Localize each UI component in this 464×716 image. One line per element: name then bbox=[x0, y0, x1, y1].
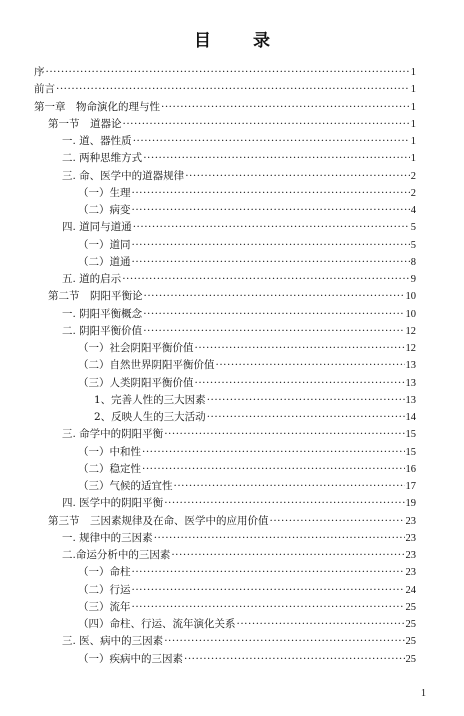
toc-entry-page: 1 bbox=[410, 136, 416, 147]
toc-entry[interactable] bbox=[34, 133, 416, 150]
dot-leader bbox=[174, 478, 405, 495]
dot-leader bbox=[184, 651, 405, 668]
toc-entry[interactable] bbox=[34, 582, 416, 599]
toc-entry-label: 一. 阴阳平衡概念 bbox=[62, 307, 143, 320]
toc-entry-page: 13 bbox=[405, 394, 416, 406]
toc-entry[interactable] bbox=[34, 340, 416, 357]
dot-leader bbox=[132, 564, 405, 581]
toc-entry-label: 二.命运分析中的三因素 bbox=[62, 549, 171, 561]
dot-leader bbox=[195, 340, 405, 357]
dot-leader bbox=[143, 323, 404, 340]
dot-leader bbox=[270, 513, 405, 530]
toc-entry[interactable] bbox=[34, 461, 416, 478]
toc-entry-page: 25 bbox=[405, 636, 416, 648]
toc-entry[interactable] bbox=[34, 99, 416, 116]
toc-entry-page: 16 bbox=[405, 463, 416, 475]
dot-leader bbox=[144, 288, 405, 305]
dot-leader bbox=[133, 219, 410, 236]
toc-entry-page: 12 bbox=[405, 325, 416, 337]
toc-entry[interactable] bbox=[34, 219, 416, 236]
toc-entry-label: 三. 命学中的阴阳平衡 bbox=[62, 428, 164, 441]
dot-leader bbox=[164, 495, 404, 512]
toc-entry[interactable] bbox=[34, 564, 416, 581]
dot-leader bbox=[237, 616, 405, 633]
toc-entry-label: 1、完善人性的三大因素 bbox=[94, 393, 206, 406]
toc-entry[interactable] bbox=[34, 651, 416, 668]
toc-entry-page: 8 bbox=[410, 256, 416, 268]
toc-entry-label: 第二节 阴阳平衡论 bbox=[48, 290, 143, 303]
dot-leader bbox=[123, 116, 410, 133]
toc-entry[interactable] bbox=[34, 254, 416, 271]
toc-entry-page: 15 bbox=[405, 446, 416, 458]
dot-leader bbox=[122, 271, 410, 288]
toc-entry[interactable] bbox=[34, 116, 416, 133]
toc-entry[interactable] bbox=[34, 426, 416, 443]
dot-leader bbox=[132, 202, 410, 219]
toc-entry-label: 二. 阴阳平衡价值 bbox=[62, 324, 143, 337]
dot-leader bbox=[132, 185, 410, 202]
toc-entry-label: （一）生理 bbox=[78, 186, 131, 199]
toc-entry-page: 10 bbox=[405, 308, 416, 320]
toc-entry[interactable] bbox=[34, 547, 416, 564]
toc-entry-page: 24 bbox=[405, 584, 416, 596]
dot-leader bbox=[143, 150, 410, 167]
toc-entry-label: 一. 道、器性质 bbox=[62, 135, 132, 147]
toc-entry-page: 13 bbox=[405, 360, 416, 372]
page-title: 目 录 bbox=[194, 31, 288, 51]
dot-leader bbox=[132, 599, 405, 616]
toc-entry-label: 一. 规律中的三因素 bbox=[62, 531, 153, 544]
toc-entry-label: 二. 两种思维方式 bbox=[62, 152, 143, 165]
toc-entry-label: （一）中和性 bbox=[78, 445, 141, 458]
page-number: 1 bbox=[421, 688, 426, 699]
dot-leader bbox=[142, 461, 405, 478]
toc-entry-label: 2、反映人生的三大活动 bbox=[94, 411, 206, 423]
dot-leader bbox=[133, 133, 410, 150]
dot-leader bbox=[185, 168, 410, 185]
toc-entry-page: 13 bbox=[405, 377, 416, 389]
toc-entry-label: （三）流年 bbox=[78, 600, 131, 613]
dot-leader bbox=[164, 633, 404, 650]
toc-entry-page: 23 bbox=[405, 532, 416, 544]
toc-entry-page: 25 bbox=[405, 653, 416, 665]
toc-entry-page: 9 bbox=[410, 274, 416, 285]
toc-entry[interactable] bbox=[34, 271, 416, 288]
toc-entry[interactable] bbox=[34, 392, 416, 409]
toc-entry[interactable] bbox=[34, 237, 416, 254]
toc-entry[interactable] bbox=[34, 478, 416, 495]
toc-entry[interactable] bbox=[34, 81, 416, 98]
toc-entry-page: 23 bbox=[405, 567, 416, 579]
toc-entry-page: 1 bbox=[410, 67, 416, 78]
toc-entry-label: 第一章 物命演化的理与性 bbox=[34, 100, 160, 113]
dot-leader bbox=[143, 306, 404, 323]
dot-leader bbox=[161, 99, 410, 116]
toc-entry-label: 四. 道同与道通 bbox=[62, 221, 132, 234]
dot-leader bbox=[216, 357, 405, 374]
dot-leader bbox=[132, 237, 410, 254]
toc-entry-label: 五. 道的启示 bbox=[62, 273, 122, 285]
toc-entry-label: 第一节 道器论 bbox=[48, 117, 122, 130]
dot-leader bbox=[46, 64, 410, 81]
toc-entry-page: 1 bbox=[410, 84, 416, 96]
toc-entry-label: 前言 bbox=[34, 83, 55, 96]
toc-entry-page: 1 bbox=[410, 118, 416, 130]
toc-entry[interactable] bbox=[34, 375, 416, 392]
toc-entry-label: （四）命柱、行运、流年演化关系 bbox=[78, 618, 236, 630]
toc-entry[interactable] bbox=[34, 444, 416, 461]
toc-entry-label: 第三节 三因素规律及在命、医学中的应用价值 bbox=[48, 514, 269, 527]
toc-entry[interactable] bbox=[34, 616, 416, 633]
toc-entry[interactable] bbox=[34, 150, 416, 167]
toc-entry-page: 4 bbox=[410, 205, 416, 216]
toc-entry-page: 5 bbox=[410, 239, 416, 251]
toc-entry-page: 14 bbox=[405, 412, 416, 423]
toc-entry-label: （二）行运 bbox=[78, 583, 131, 596]
dot-leader bbox=[207, 409, 405, 426]
dot-leader bbox=[207, 392, 405, 409]
dot-leader bbox=[142, 444, 405, 461]
toc-entry[interactable] bbox=[34, 513, 416, 530]
toc-entry-label: 三. 医、病中的三因素 bbox=[62, 635, 164, 648]
toc-entry[interactable] bbox=[34, 202, 416, 219]
toc-entry-label: （二）稳定性 bbox=[78, 462, 141, 475]
toc-entry-page: 25 bbox=[405, 619, 416, 630]
toc-entry-page: 19 bbox=[405, 498, 416, 510]
toc-entry[interactable] bbox=[34, 530, 416, 547]
toc-entry[interactable] bbox=[34, 599, 416, 616]
dot-leader bbox=[164, 426, 404, 443]
toc-entry[interactable] bbox=[34, 357, 416, 374]
toc-entry[interactable] bbox=[34, 323, 416, 340]
table-of-contents bbox=[34, 64, 416, 668]
toc-entry-page: 5 bbox=[410, 222, 416, 234]
dot-leader bbox=[195, 375, 405, 392]
dot-leader bbox=[132, 254, 410, 271]
toc-entry[interactable] bbox=[34, 288, 416, 305]
toc-entry-page: 1 bbox=[410, 101, 416, 113]
dot-leader bbox=[56, 81, 410, 98]
toc-entry[interactable] bbox=[34, 495, 416, 512]
toc-entry-page: 15 bbox=[405, 429, 416, 441]
toc-entry[interactable] bbox=[34, 168, 416, 185]
toc-entry-label: （一）社会阴阳平衡价值 bbox=[78, 342, 194, 354]
toc-entry-label: 四. 医学中的阴阳平衡 bbox=[62, 497, 164, 510]
dot-leader bbox=[154, 530, 405, 547]
toc-entry-label: （三）气候的适宜性 bbox=[78, 480, 173, 492]
toc-entry-page: 12 bbox=[405, 343, 416, 354]
toc-entry[interactable] bbox=[34, 64, 416, 81]
toc-entry-page: 23 bbox=[405, 515, 416, 527]
toc-entry-page: 2 bbox=[410, 187, 416, 199]
toc-entry-page: 1 bbox=[410, 153, 416, 165]
toc-entry[interactable] bbox=[34, 633, 416, 650]
toc-entry-label: 三. 命、医学中的道器规律 bbox=[62, 169, 185, 182]
toc-entry-page: 25 bbox=[405, 601, 416, 613]
toc-entry-label: （二）病变 bbox=[78, 204, 131, 216]
dot-leader bbox=[132, 582, 405, 599]
toc-entry-page: 10 bbox=[405, 291, 416, 303]
toc-entry-label: （一）道同 bbox=[78, 238, 131, 251]
toc-entry-label: （二）自然世界阴阳平衡价值 bbox=[78, 359, 215, 372]
toc-entry-page: 17 bbox=[405, 481, 416, 492]
toc-entry-page: 23 bbox=[405, 550, 416, 561]
toc-entry-label: 序 bbox=[34, 66, 45, 78]
toc-entry-label: （一）疾病中的三因素 bbox=[78, 652, 183, 665]
toc-entry-label: （二）道通 bbox=[78, 255, 131, 268]
toc-entry[interactable] bbox=[34, 306, 416, 323]
toc-entry-label: （一）命柱 bbox=[78, 566, 131, 579]
dot-leader bbox=[171, 547, 404, 564]
toc-entry-page: 2 bbox=[410, 170, 416, 182]
toc-entry[interactable] bbox=[34, 185, 416, 202]
toc-entry[interactable] bbox=[34, 409, 416, 426]
toc-entry-label: （三）人类阴阳平衡价值 bbox=[78, 376, 194, 389]
